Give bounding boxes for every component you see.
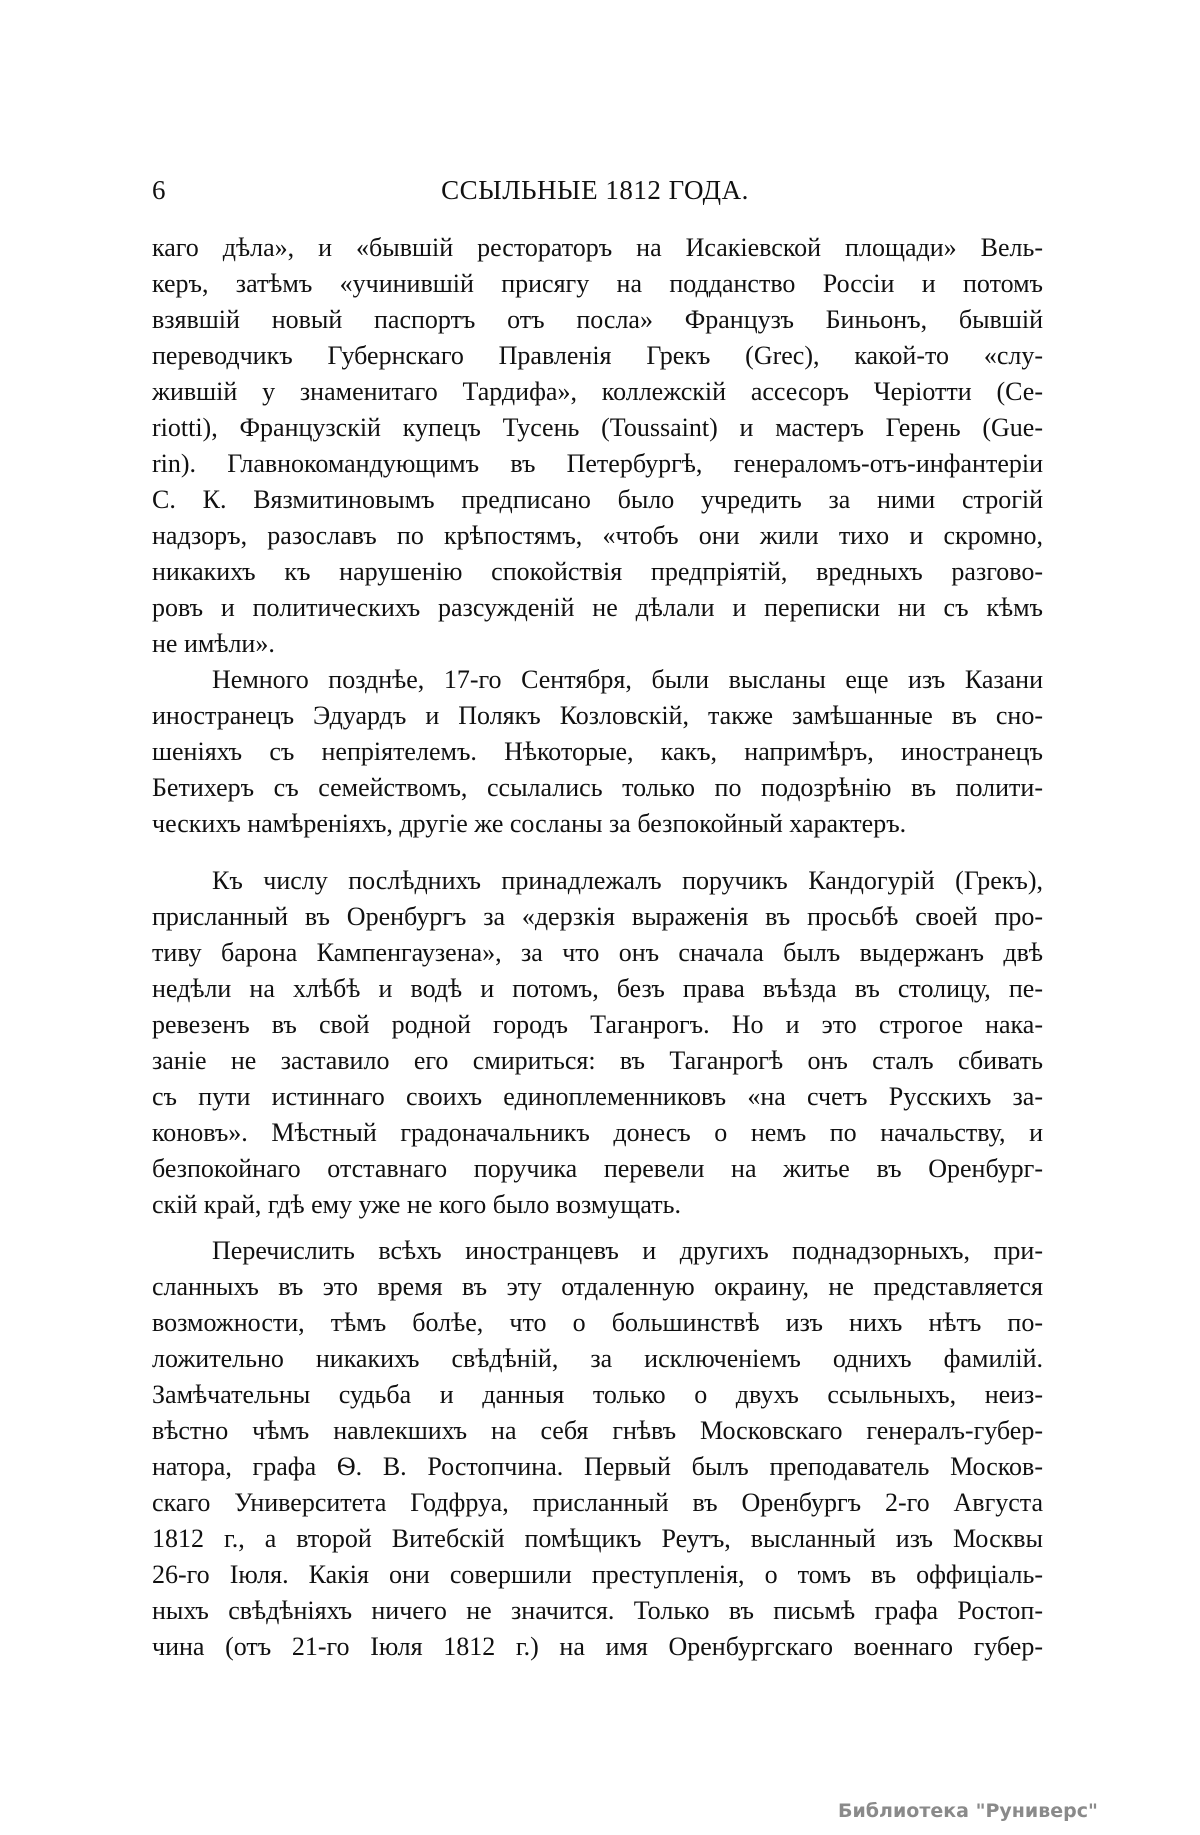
text-line: заніе не заставило его смириться: въ Таганрогѣ онъ сталъ сбивать [152,1046,1043,1075]
page-number: 6 [152,175,166,205]
text-line: ныхъ свѣдѣніяхъ ничего не значится. Только въ письмѣ графа Ростоп- [152,1596,1043,1625]
text-line: Къ числу послѣднихъ принадлежалъ поручикъ Кандогурій (Грекъ), [212,866,1043,895]
paragraph-3 [152,863,1043,1223]
text-line: ревезенъ въ свой родной городъ Таганрогъ. Но и это строгое нака- [152,1010,1043,1039]
text-line: переводчикъ Губернскаго Правленія Грекъ (Grec), какой-то «слу- [152,341,1043,370]
text-line: присланный въ Оренбургъ за «дерзкія выраженія въ просьбѣ своей про- [152,902,1043,931]
text-line: каго дѣла», и «бывшій рестораторъ на Исакіевской площади» Вель- [152,233,1043,262]
text-line: чина (отъ 21-го Іюля 1812 г.) на имя Оренбургскаго военнаго губер- [152,1632,1043,1661]
paragraph-1 [152,230,1043,662]
text-line: надзоръ, разославъ по крѣпостямъ, «чтобъ они жили тихо и скромно, [152,521,1043,550]
text-line: вѣстно чѣмъ навлекшихъ на себя гнѣвъ Московскаго генералъ-губер- [152,1416,1043,1445]
text-line: не имѣли». [152,629,275,658]
text-line: 1812 г., а второй Витебскій помѣщикъ Реутъ, высланный изъ Москвы [152,1524,1043,1553]
text-line: натора, графа Ѳ. В. Ростопчина. Первый былъ преподаватель Москов- [152,1452,1043,1481]
text-line: Замѣчательны судьба и данныя только о двухъ ссыльныхъ, неиз- [152,1380,1043,1409]
library-watermark: Библиотека "Руниверс" [838,1800,1098,1822]
text-line: ческихъ намѣреніяхъ, другіе же сосланы за безпокойный характеръ. [152,809,907,838]
text-line: коновъ». Мѣстный градоначальникъ донесъ о немъ по начальству, и [152,1118,1043,1147]
text-line: Бетихеръ съ семействомъ, ссылались только по подозрѣнію въ полити- [152,773,1043,802]
paragraph-4 [152,1233,1043,1665]
text-line: riotti), Французскій купецъ Тусень (Toussaint) и мастеръ Герень (Gue- [152,413,1043,442]
text-line: керъ, затѣмъ «учинившій присягу на подданство Россіи и потомъ [152,269,1043,298]
text-line: недѣли на хлѣбѣ и водѣ и потомъ, безъ права въѣзда въ столицу, пе- [152,974,1043,1003]
text-line: возможности, тѣмъ болѣе, что о большинствѣ изъ нихъ нѣтъ по- [152,1308,1043,1337]
text-line: шеніяхъ съ непріятелемъ. Нѣкоторые, какъ, напримѣръ, иностранецъ [152,737,1043,766]
text-line: 26-го Іюля. Какія они совершили преступленія, о томъ въ оффиціаль- [152,1560,1043,1589]
text-line: Перечислить всѣхъ иностранцевъ и другихъ поднадзорныхъ, при- [212,1236,1043,1265]
text-line: Немного позднѣе, 17-го Сентября, были высланы еще изъ Казани [212,665,1043,694]
paragraph-2 [152,662,1043,842]
text-line: ровъ и политическихъ разсужденій не дѣлали и переписки ни съ кѣмъ [152,593,1043,622]
text-line: безпокойнаго отставнаго поручика перевели на житье въ Оренбург- [152,1154,1043,1183]
text-line: иностранецъ Эдуардъ и Полякъ Козловскій, также замѣшанные въ сно- [152,701,1043,730]
text-line: rin). Главнокомандующимъ въ Петербургѣ, генераломъ-отъ-инфантеріи [152,449,1043,478]
text-line: жившій у знаменитаго Тардифа», коллежскій ассесоръ Черіотти (Се- [152,377,1043,406]
text-line: скій край, гдѣ ему уже не кого было возмущать. [152,1190,681,1219]
text-line: ложительно никакихъ свѣдѣній, за исключеніемъ однихъ фамилій. [152,1344,1043,1373]
text-line: сланныхъ въ это время въ эту отдаленную окраину, не представляется [152,1272,1043,1301]
running-title: ССЫЛЬНЫЕ 1812 ГОДА. [441,175,749,205]
text-line: никакихъ къ нарушенію спокойствія предпріятій, вредныхъ разгово- [152,557,1043,586]
text-line: съ пути истиннаго своихъ единоплеменниковъ «на счетъ Русскихъ за- [152,1082,1043,1111]
text-line: скаго Университета Годфруа, присланный въ Оренбургъ 2-го Августа [152,1488,1043,1517]
text-line: тиву барона Кампенгаузена», за что онъ сначала былъ выдержанъ двѣ [152,938,1043,967]
text-line: взявшій новый паспортъ отъ посла» Французъ Биньонъ, бывшій [152,305,1043,334]
text-line: С. К. Вязмитиновымъ предписано было учредить за ними строгій [152,485,1043,514]
